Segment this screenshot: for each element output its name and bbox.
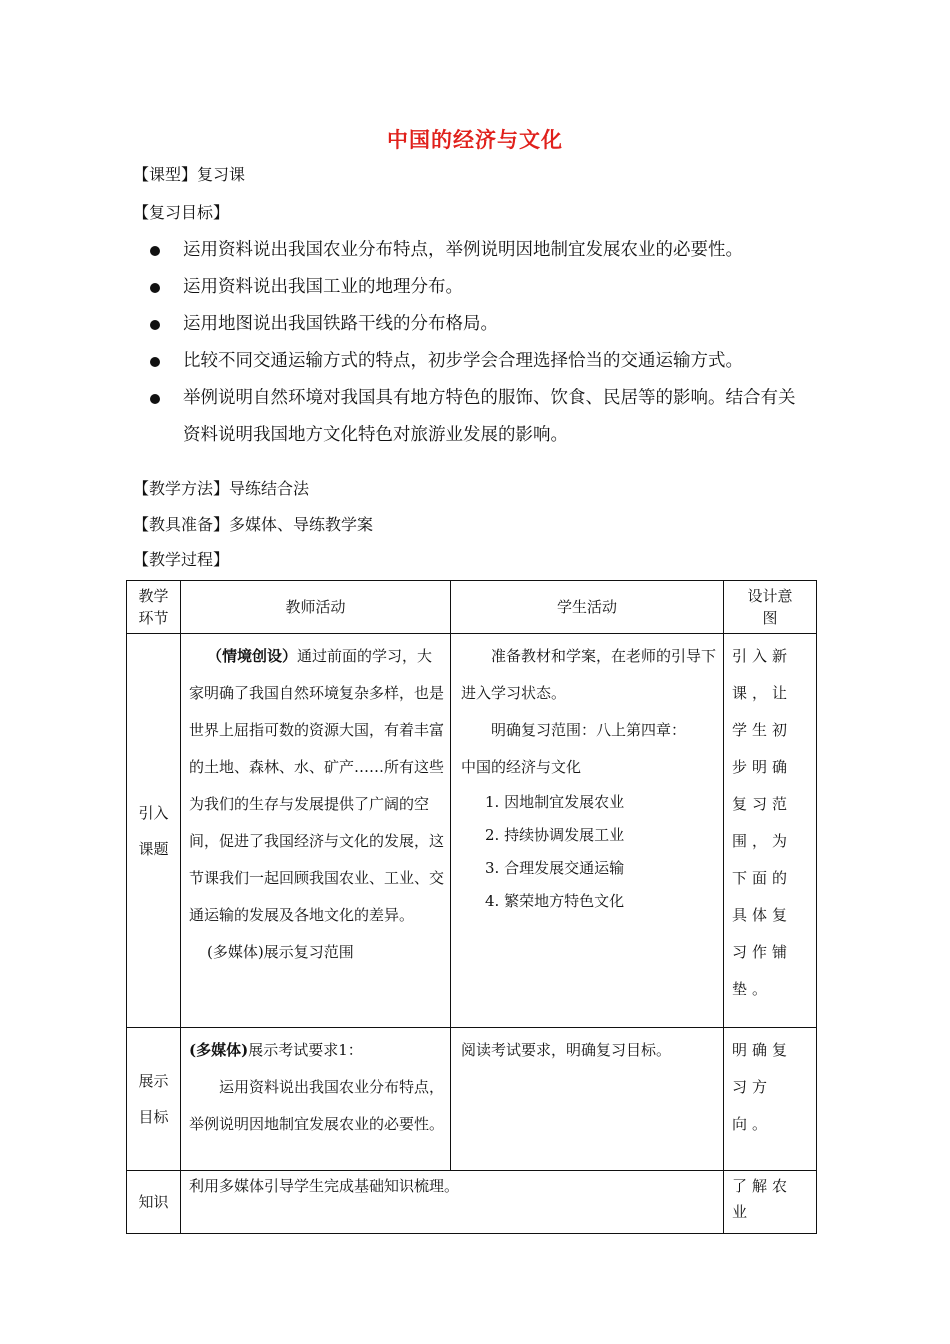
- teacher-cell: 利用多媒体引导学生完成基础知识梳理。: [181, 1171, 724, 1234]
- table-row: [127, 1028, 817, 1171]
- teacher-cell: （情境创设）通过前面的学习，大家明确了我国自然环境复杂多样，也是世界上屈指可数的资源大国，有着丰富的土地、森林、水、矿产……所有这些为我们的生存与发展提供了广阔的空间，促进了我国经济与文化的发展，这节课我们一起回顾我国农业、工业、交通运输的发展及各地文化的差异。 (多媒体)展示复习范围: [181, 634, 451, 1028]
- bullet-icon: [150, 283, 160, 293]
- goal-item: 运用地图说出我国铁路干线的分布格局。: [150, 306, 810, 343]
- design-cell: 明确复习方向。: [724, 1028, 817, 1171]
- process-heading: 【教学过程】: [133, 550, 230, 569]
- design-cell: 引入新课，让学生初步明确复习范围，为下面的具体复习作铺垫。: [724, 634, 817, 1028]
- goals-list: [150, 232, 810, 454]
- lesson-type: 【课型】复习课: [133, 165, 246, 184]
- student-cell: 阅读考试要求，明确复习目标。: [451, 1028, 724, 1171]
- bullet-icon: [150, 394, 160, 404]
- list-item: 3. 合理发展交通运输: [485, 859, 625, 877]
- header-student: 学生活动: [451, 581, 724, 634]
- teaching-method: 【教学方法】导练结合法: [133, 479, 310, 498]
- student-cell: 准备教材和学案，在老师的引导下进入学习状态。 明确复习范围：八上第四章： 中国的经济与文化 1. 因地制宜发展农业 2. 持续协调发展工业 3. 合理发展交通运输 4. 繁荣地方特色文化: [451, 634, 724, 1028]
- teacher-cell: (多媒体)展示考试要求1： 运用资料说出我国农业分布特点，举例说明因地制宜发展农业的必要性。: [181, 1028, 451, 1171]
- table-row: [127, 1171, 817, 1234]
- list-item: 2. 持续协调发展工业: [485, 826, 625, 844]
- stage-cell: 知识: [127, 1171, 181, 1234]
- teaching-process-table: [126, 580, 817, 1234]
- header-teacher: 教师活动: [181, 581, 451, 634]
- goal-item: 运用资料说出我国工业的地理分布。: [150, 269, 810, 306]
- goal-item: 比较不同交通运输方式的特点，初步学会合理选择恰当的交通运输方式。: [150, 343, 810, 380]
- goals-heading: 【复习目标】: [133, 203, 230, 222]
- goal-item: 运用资料说出我国农业分布特点，举例说明因地制宜发展农业的必要性。: [150, 232, 810, 269]
- document-title: 中国的经济与文化: [387, 127, 563, 152]
- table-header-row: [127, 581, 817, 634]
- bullet-icon: [150, 246, 160, 256]
- stage-cell: 展示目标: [127, 1028, 181, 1171]
- design-cell: 了解农业: [724, 1171, 817, 1234]
- goal-item: 举例说明自然环境对我国具有地方特色的服饰、饮食、民居等的影响。结合有关资料说明我国地方文化特色对旅游业发展的影响。: [150, 380, 810, 454]
- teaching-tools: 【教具准备】多媒体、导练教学案: [133, 515, 374, 534]
- header-design: 设计意图: [724, 581, 817, 634]
- stage-cell: 引入课题: [127, 634, 181, 1028]
- bullet-icon: [150, 320, 160, 330]
- list-item: 1. 因地制宜发展农业: [485, 793, 625, 811]
- header-stage: 教学环节: [127, 581, 181, 634]
- list-item: 4. 繁荣地方特色文化: [485, 892, 625, 910]
- bullet-icon: [150, 357, 160, 367]
- table-row: [127, 634, 817, 1028]
